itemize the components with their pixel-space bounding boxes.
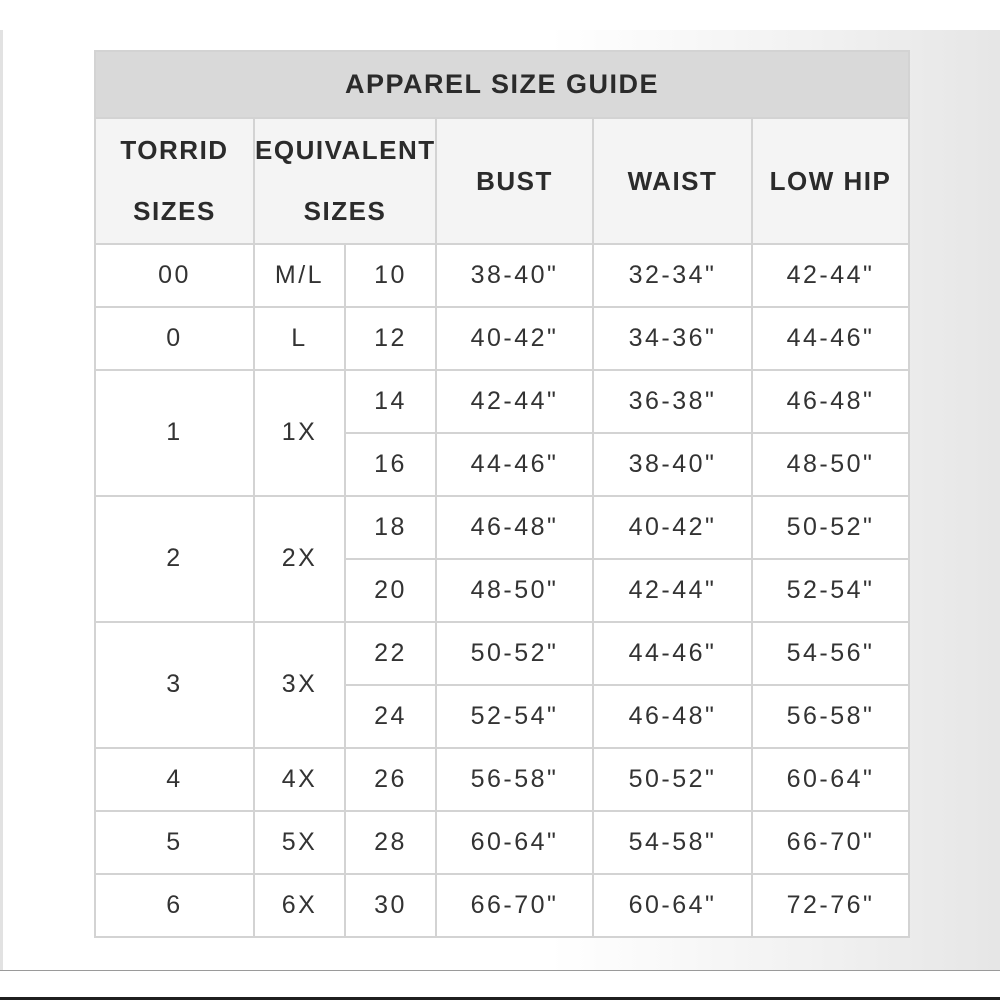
letter-size-cell: L (254, 307, 345, 370)
waist-cell: 46-48" (593, 685, 752, 748)
torrid-size-cell: 4 (95, 748, 254, 811)
waist-cell: 32-34" (593, 244, 752, 307)
title-row (95, 51, 909, 118)
letter-size-cell: 6X (254, 874, 345, 937)
torrid-size-cell: 00 (95, 244, 254, 307)
torrid-size-cell: 3 (95, 622, 254, 748)
waist-cell: 34-36" (593, 307, 752, 370)
waist-cell: 50-52" (593, 748, 752, 811)
header-bust: BUST (436, 118, 593, 244)
torrid-size-cell: 2 (95, 496, 254, 622)
numeric-size-cell: 26 (345, 748, 436, 811)
letter-size-cell: 1X (254, 370, 345, 496)
bust-cell: 66-70" (436, 874, 593, 937)
low-hip-cell: 42-44" (752, 244, 909, 307)
header-equivalent-line1: EQUIVALENT (255, 135, 436, 166)
bust-cell: 60-64" (436, 811, 593, 874)
low-hip-cell: 48-50" (752, 433, 909, 496)
low-hip-cell: 54-56" (752, 622, 909, 685)
bust-cell: 38-40" (436, 244, 593, 307)
numeric-size-cell: 12 (345, 307, 436, 370)
header-equivalent-sizes (254, 118, 436, 244)
bust-cell: 42-44" (436, 370, 593, 433)
header-torrid-line1: TORRID (120, 135, 229, 166)
low-hip-cell: 72-76" (752, 874, 909, 937)
header-low-hip: LOW HIP (752, 118, 909, 244)
table-row (95, 622, 909, 685)
waist-cell: 42-44" (593, 559, 752, 622)
bust-cell: 44-46" (436, 433, 593, 496)
table-row (95, 748, 909, 811)
letter-size-cell: 4X (254, 748, 345, 811)
table-row (95, 244, 909, 307)
table-row (95, 874, 909, 937)
low-hip-cell: 52-54" (752, 559, 909, 622)
table-row (95, 811, 909, 874)
torrid-size-cell: 5 (95, 811, 254, 874)
bust-cell: 50-52" (436, 622, 593, 685)
torrid-size-cell: 0 (95, 307, 254, 370)
bust-cell: 40-42" (436, 307, 593, 370)
numeric-size-cell: 18 (345, 496, 436, 559)
low-hip-cell: 46-48" (752, 370, 909, 433)
table-title: APPAREL SIZE GUIDE (95, 51, 909, 118)
low-hip-cell: 50-52" (752, 496, 909, 559)
waist-cell: 38-40" (593, 433, 752, 496)
numeric-size-cell: 10 (345, 244, 436, 307)
letter-size-cell: 2X (254, 496, 345, 622)
low-hip-cell: 44-46" (752, 307, 909, 370)
header-equivalent-line2: SIZES (303, 196, 387, 227)
torrid-size-cell: 1 (95, 370, 254, 496)
bust-cell: 52-54" (436, 685, 593, 748)
table-row (95, 370, 909, 433)
numeric-size-cell: 16 (345, 433, 436, 496)
header-waist: WAIST (593, 118, 752, 244)
waist-cell: 44-46" (593, 622, 752, 685)
numeric-size-cell: 24 (345, 685, 436, 748)
waist-cell: 40-42" (593, 496, 752, 559)
torrid-size-cell: 6 (95, 874, 254, 937)
numeric-size-cell: 14 (345, 370, 436, 433)
letter-size-cell: 5X (254, 811, 345, 874)
low-hip-cell: 60-64" (752, 748, 909, 811)
bust-cell: 48-50" (436, 559, 593, 622)
letter-size-cell: M/L (254, 244, 345, 307)
page-top-edge (0, 0, 1000, 30)
size-guide-table (94, 50, 910, 938)
letter-size-cell: 3X (254, 622, 345, 748)
numeric-size-cell: 20 (345, 559, 436, 622)
bust-cell: 56-58" (436, 748, 593, 811)
header-row (95, 118, 909, 244)
bust-cell: 46-48" (436, 496, 593, 559)
low-hip-cell: 66-70" (752, 811, 909, 874)
table-row (95, 496, 909, 559)
low-hip-cell: 56-58" (752, 685, 909, 748)
header-torrid-sizes (95, 118, 254, 244)
waist-cell: 54-58" (593, 811, 752, 874)
waist-cell: 60-64" (593, 874, 752, 937)
numeric-size-cell: 30 (345, 874, 436, 937)
numeric-size-cell: 28 (345, 811, 436, 874)
waist-cell: 36-38" (593, 370, 752, 433)
table-row (95, 307, 909, 370)
page-left-edge (0, 30, 3, 970)
numeric-size-cell: 22 (345, 622, 436, 685)
header-torrid-line2: SIZES (133, 196, 216, 227)
